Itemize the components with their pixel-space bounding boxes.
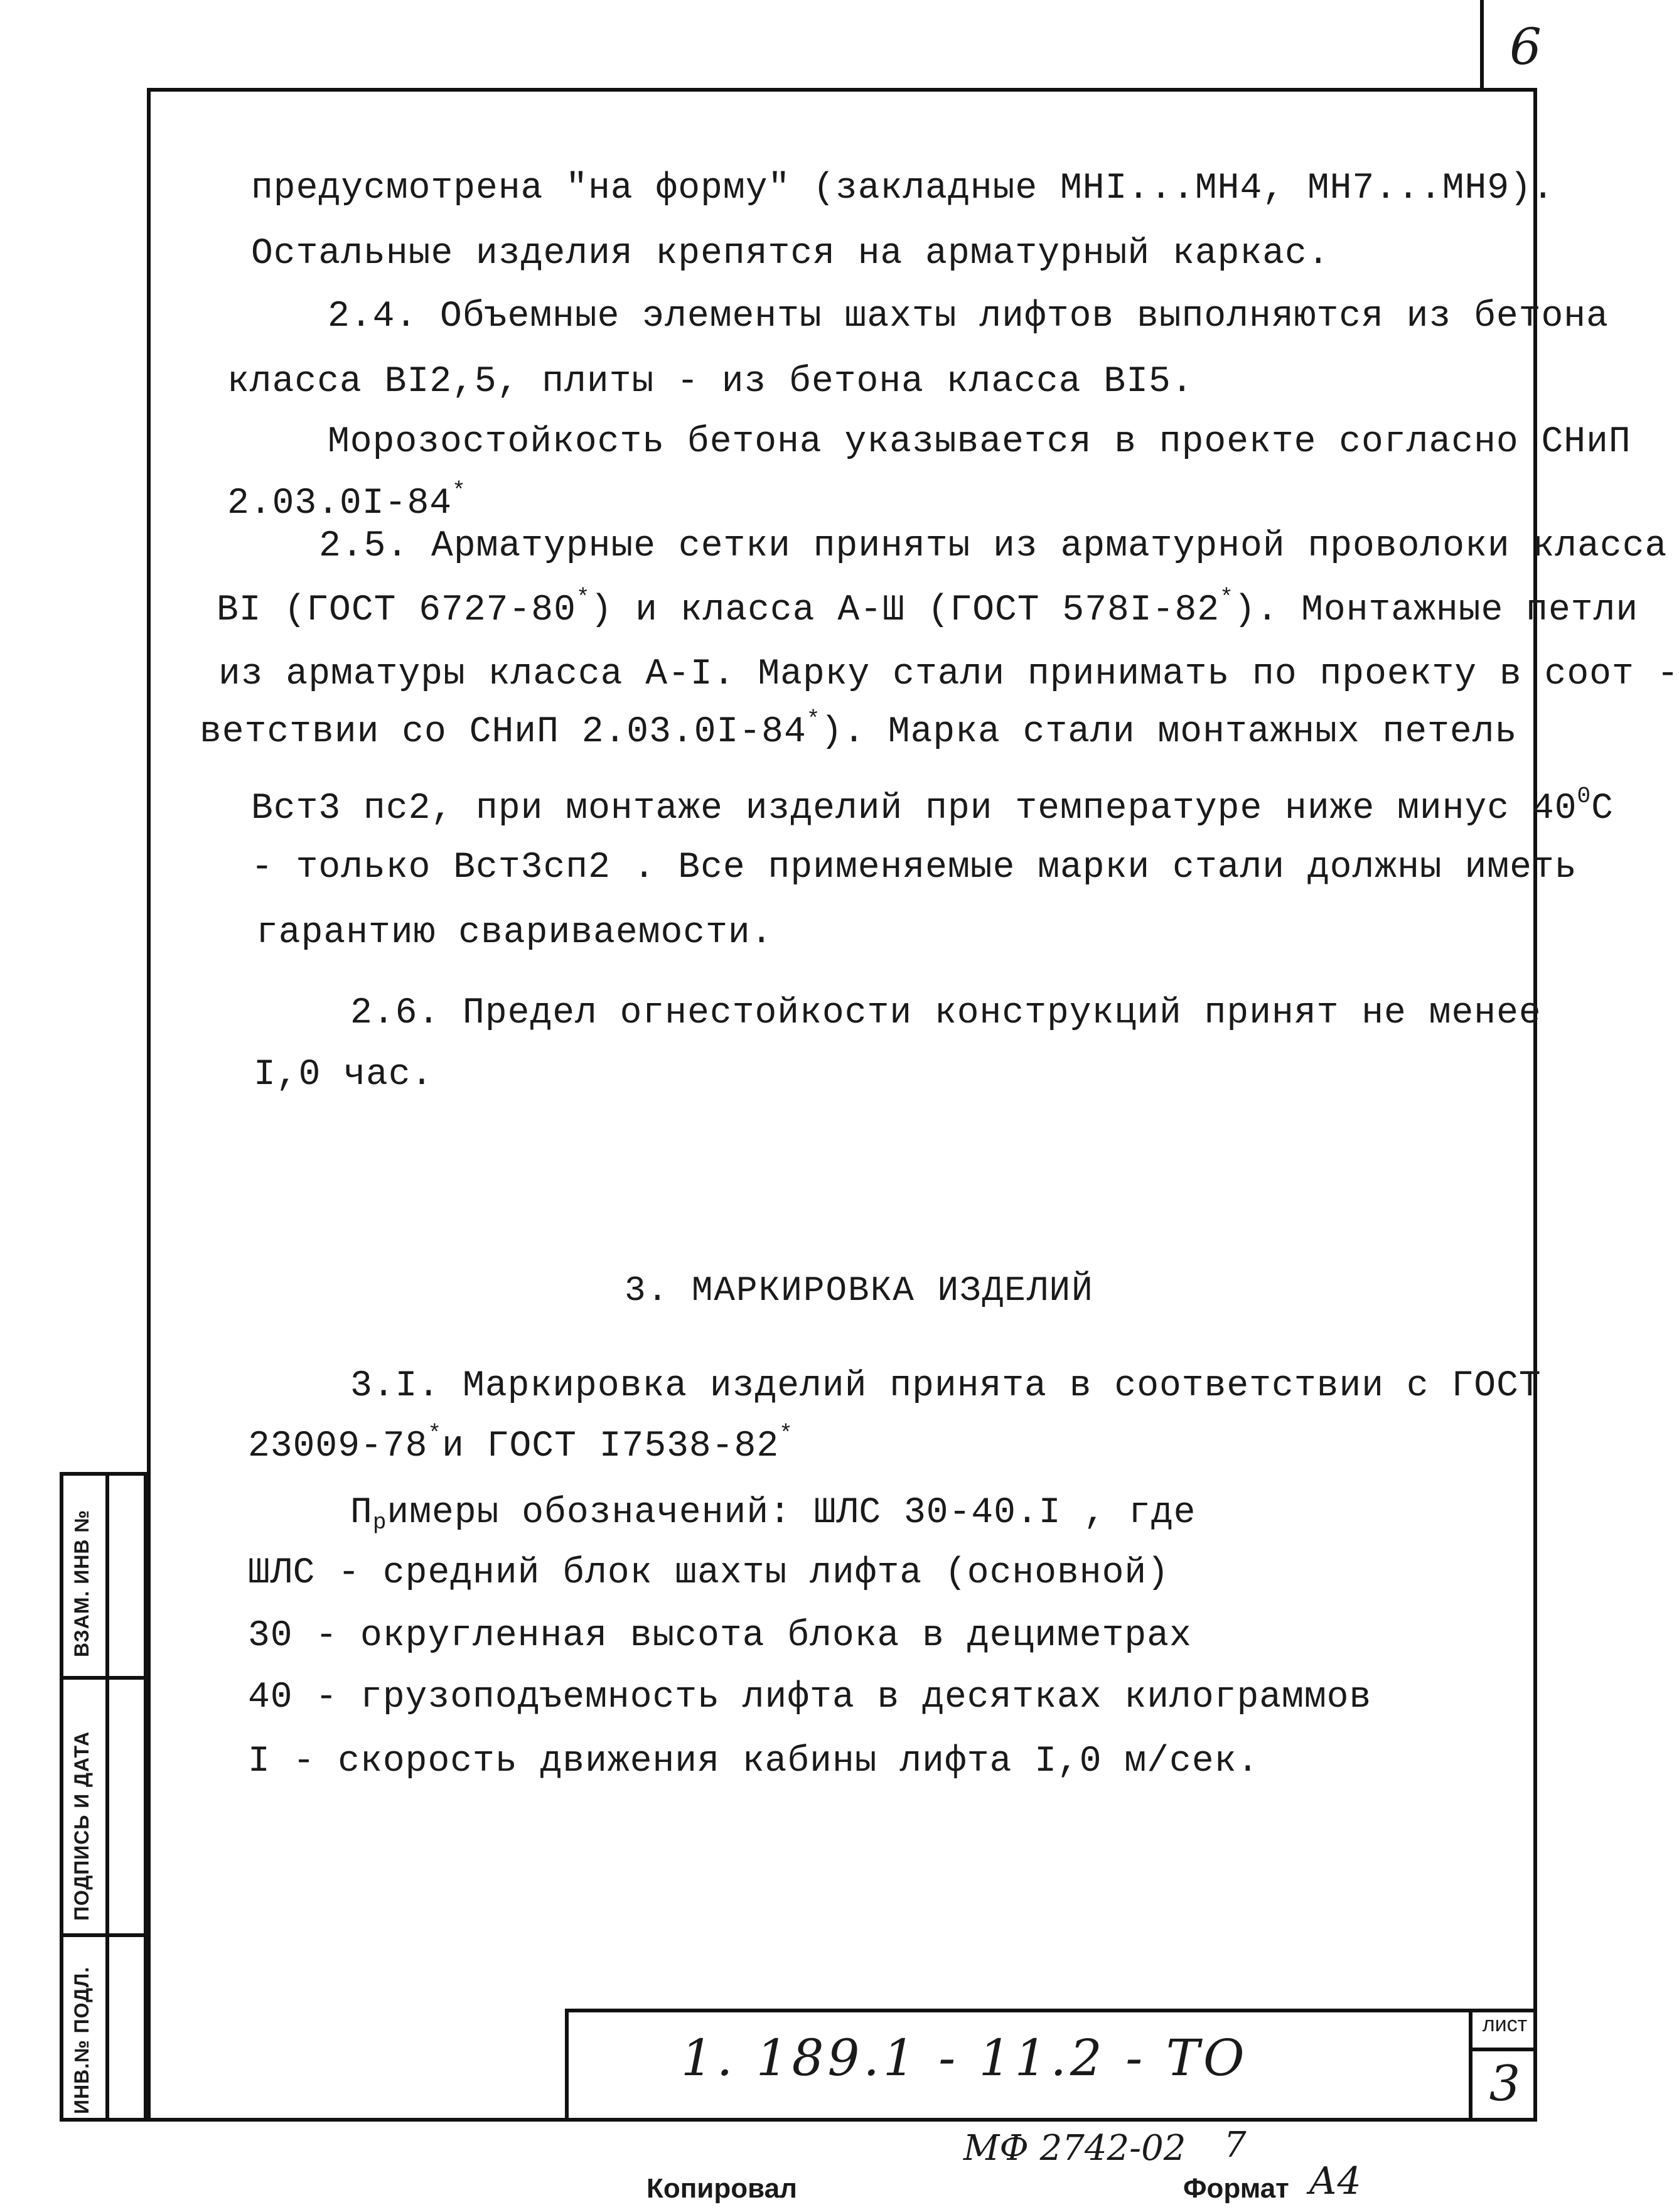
format-label: Формат xyxy=(1183,2173,1289,2204)
side-label-vzam-inv: ВЗАМ. ИНВ № xyxy=(70,1509,93,1657)
text-line-18 xyxy=(350,1493,1196,1533)
legend-line-2: 30 - округленная высота блока в дециметрах xyxy=(248,1616,1192,1656)
asterisk: * xyxy=(576,585,591,611)
legend-line-1: ШЛС - средний блок шахты лифта (основной) xyxy=(248,1553,1170,1594)
document-code: 1. 189.1 - 11.2 - ТО xyxy=(681,2029,1248,2087)
text-line-3: 2.4. Объемные элементы шахты лифтов выполняются из бетона xyxy=(328,296,1609,337)
copy-number: 7 xyxy=(1224,2125,1247,2166)
sheet-label: лист xyxy=(1482,2012,1528,2036)
sheet-number: 3 xyxy=(1489,2056,1521,2112)
text-fragment: С xyxy=(1591,788,1614,829)
text-line-12: - только Вст3сп2 . Все применяемые марки стали должны иметь xyxy=(251,847,1577,888)
text-line-9: из арматуры класса А-I. Марку стали принимать по проекту в соот - xyxy=(218,654,1679,695)
asterisk: * xyxy=(427,1421,443,1447)
side-stamp-rule xyxy=(60,1933,148,1937)
mf-code: МФ 2742-02 xyxy=(963,2128,1186,2169)
text-line-5: Морозостойкость бетона указывается в проекте согласно СНиП xyxy=(328,422,1631,463)
text-fragment: ). Марка стали монтажных петель xyxy=(820,712,1518,753)
text-fragment: ). Монтажные петли xyxy=(1233,590,1639,631)
side-label-podpis-data: ПОДПИСЬ И ДАТА xyxy=(70,1731,93,1921)
copied-label: Копировал xyxy=(646,2173,798,2204)
snip-ref: 2.03.0I-84 xyxy=(227,483,453,524)
asterisk: * xyxy=(806,707,821,733)
text-line-6 xyxy=(227,478,466,524)
text-fragment: ветствии со СНиП 2.03.0I-84 xyxy=(200,712,807,753)
text-fragment: Вст3 пс2, при монтаже изделий при температуре ниже минус 40 xyxy=(251,788,1577,829)
subscript-letter: р xyxy=(372,1510,387,1535)
asterisk: * xyxy=(1220,585,1234,611)
text-fragment: и ГОСТ I7538-82 xyxy=(442,1426,780,1467)
legend-line-4: I - скорость движения кабины лифта I,0 м/сек. xyxy=(248,1741,1260,1782)
legend-line-3: 40 - грузоподъемность лифта в десятках килограммов xyxy=(248,1677,1372,1718)
text-fragment: имеры обозначений: ШЛС 30-40.I , где xyxy=(387,1493,1196,1533)
text-fragment: ) и класса А-Ш (ГОСТ 578I-82 xyxy=(590,590,1220,631)
text-line-8 xyxy=(217,585,1639,631)
corner-divider xyxy=(1480,0,1484,88)
format-value: А4 xyxy=(1309,2159,1361,2203)
degree-mark: 0 xyxy=(1577,783,1592,809)
text-line-16: 3.I. Маркировка изделий принята в соответствии с ГОСТ xyxy=(350,1366,1542,1407)
asterisk: * xyxy=(779,1421,793,1447)
text-line-1: предусмотрена "на форму" (закладные МНI...МН4, МН7...МН9). xyxy=(251,168,1555,209)
text-line-14: 2.6. Предел огнестойкости конструкций принят не менее xyxy=(350,993,1542,1034)
title-block-rule xyxy=(1469,2048,1537,2051)
side-stamp-divider xyxy=(105,1472,109,2122)
corner-number: 6 xyxy=(1510,18,1542,76)
text-line-11 xyxy=(251,783,1614,829)
side-label-inv-podl: ИНВ.№ ПОДЛ. xyxy=(70,1966,93,2114)
text-line-13: гарантию свариваемости. xyxy=(256,913,773,953)
side-stamp-rule xyxy=(60,1676,148,1680)
text-line-7: 2.5. Арматурные сетки приняты из арматурной проволоки класса xyxy=(319,526,1668,567)
text-line-15: I,0 час. xyxy=(254,1055,434,1095)
text-line-2: Остальные изделия крепятся на арматурный каркас. xyxy=(251,234,1330,274)
text-fragment: П xyxy=(350,1493,373,1533)
text-fragment: 23009-78 xyxy=(248,1426,428,1467)
text-line-10 xyxy=(200,707,1518,753)
text-line-17 xyxy=(248,1421,793,1467)
text-line-4: класса ВI2,5, плиты - из бетона класса ВI5. xyxy=(227,362,1194,402)
asterisk: * xyxy=(452,478,466,504)
section-heading: 3. МАРКИРОВКА ИЗДЕЛИЙ xyxy=(625,1270,1094,1311)
text-fragment: ВI (ГОСТ 6727-80 xyxy=(217,590,576,631)
